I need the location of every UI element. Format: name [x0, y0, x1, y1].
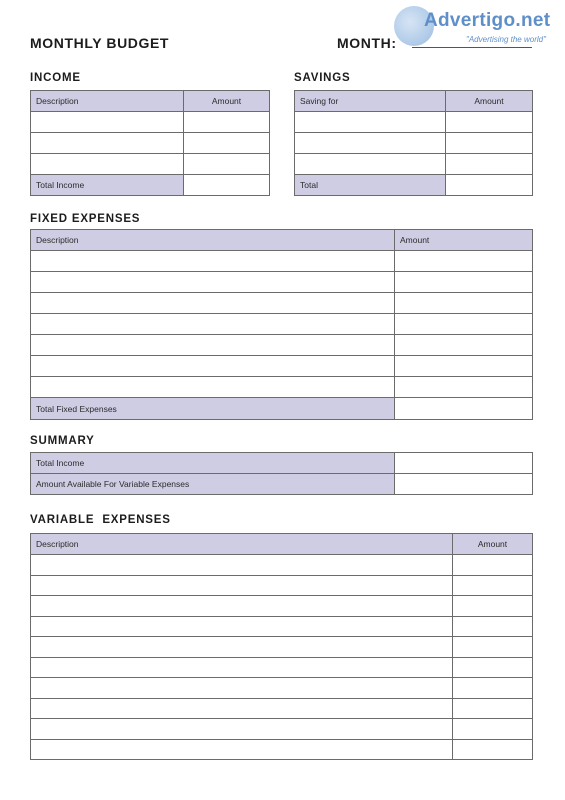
income-description-cell[interactable] [31, 112, 184, 133]
variable-col-amount: Amount [453, 534, 533, 555]
variable-amount-cell[interactable] [453, 657, 533, 678]
income-amount-cell[interactable] [184, 112, 270, 133]
fixed-amount-cell[interactable] [395, 251, 533, 272]
table-row [31, 698, 533, 719]
income-heading: INCOME [30, 72, 81, 84]
income-amount-cell[interactable] [184, 154, 270, 175]
table-row [295, 154, 533, 175]
table-row [31, 112, 270, 133]
savings-col-description: Saving for [295, 91, 446, 112]
savings-total-label: Total [295, 175, 446, 196]
income-table [30, 90, 270, 196]
variable-description-cell[interactable] [31, 616, 453, 637]
variable-description-cell[interactable] [31, 637, 453, 658]
table-row [31, 616, 533, 637]
fixed-col-amount: Amount [395, 230, 533, 251]
variable-description-cell[interactable] [31, 596, 453, 617]
variable-col-description: Description [31, 534, 453, 555]
table-row [31, 335, 533, 356]
table-row [31, 657, 533, 678]
income-col-description: Description [31, 91, 184, 112]
variable-expenses-heading: VARIABLE EXPENSES [30, 514, 171, 526]
summary-heading: SUMMARY [30, 435, 95, 447]
savings-total-row [295, 175, 533, 196]
fixed-amount-cell[interactable] [395, 377, 533, 398]
savings-table [294, 90, 533, 196]
table-row [31, 637, 533, 658]
income-total-amount[interactable] [184, 175, 270, 196]
table-row [295, 112, 533, 133]
variable-description-cell[interactable] [31, 657, 453, 678]
variable-description-cell[interactable] [31, 739, 453, 760]
table-row [31, 293, 533, 314]
variable-amount-cell[interactable] [453, 678, 533, 699]
table-row [31, 555, 533, 576]
savings-total-amount[interactable] [446, 175, 533, 196]
fixed-total-row [31, 398, 533, 420]
income-total-row [31, 175, 270, 196]
variable-amount-cell[interactable] [453, 555, 533, 576]
variable-amount-cell[interactable] [453, 698, 533, 719]
summary-total-income-label: Total Income [31, 453, 395, 474]
table-row [31, 719, 533, 740]
summary-available-amount[interactable] [395, 474, 533, 495]
fixed-description-cell[interactable] [31, 377, 395, 398]
income-total-label: Total Income [31, 175, 184, 196]
savings-header-row [295, 91, 533, 112]
income-description-cell[interactable] [31, 133, 184, 154]
table-row [31, 377, 533, 398]
fixed-description-cell[interactable] [31, 251, 395, 272]
fixed-description-cell[interactable] [31, 293, 395, 314]
month-label: MONTH: [337, 35, 397, 51]
table-row [31, 251, 533, 272]
table-row [31, 314, 533, 335]
fixed-description-cell[interactable] [31, 314, 395, 335]
savings-description-cell[interactable] [295, 133, 446, 154]
fixed-description-cell[interactable] [31, 335, 395, 356]
fixed-amount-cell[interactable] [395, 272, 533, 293]
page-title: MONTHLY BUDGET [30, 35, 170, 51]
fixed-total-label: Total Fixed Expenses [31, 398, 395, 420]
savings-description-cell[interactable] [295, 154, 446, 175]
variable-amount-cell[interactable] [453, 739, 533, 760]
fixed-col-description: Description [31, 230, 395, 251]
variable-description-cell[interactable] [31, 719, 453, 740]
fixed-description-cell[interactable] [31, 272, 395, 293]
table-row [295, 133, 533, 154]
savings-col-amount: Amount [446, 91, 533, 112]
summary-available-label: Amount Available For Variable Expenses [31, 474, 395, 495]
savings-amount-cell[interactable] [446, 112, 533, 133]
income-col-amount: Amount [184, 91, 270, 112]
fixed-amount-cell[interactable] [395, 356, 533, 377]
fixed-amount-cell[interactable] [395, 314, 533, 335]
variable-amount-cell[interactable] [453, 596, 533, 617]
fixed-description-cell[interactable] [31, 356, 395, 377]
savings-heading: SAVINGS [294, 72, 351, 84]
income-amount-cell[interactable] [184, 133, 270, 154]
table-row [31, 272, 533, 293]
variable-amount-cell[interactable] [453, 719, 533, 740]
fixed-header-row [31, 230, 533, 251]
summary-total-income-amount[interactable] [395, 453, 533, 474]
variable-amount-cell[interactable] [453, 616, 533, 637]
table-row [31, 356, 533, 377]
watermark-tagline: "Advertising the world" [466, 35, 546, 44]
watermark-brand: Advertigo.net [424, 10, 551, 31]
fixed-expenses-heading: FIXED EXPENSES [30, 213, 141, 225]
variable-expenses-table [30, 533, 533, 760]
summary-row [31, 474, 533, 495]
income-header-row [31, 91, 270, 112]
variable-description-cell[interactable] [31, 555, 453, 576]
table-row [31, 133, 270, 154]
table-row [31, 596, 533, 617]
variable-header-row [31, 534, 533, 555]
variable-amount-cell[interactable] [453, 637, 533, 658]
summary-table [30, 452, 533, 495]
table-row [31, 739, 533, 760]
income-description-cell[interactable] [31, 154, 184, 175]
variable-description-cell[interactable] [31, 575, 453, 596]
savings-description-cell[interactable] [295, 112, 446, 133]
variable-description-cell[interactable] [31, 678, 453, 699]
fixed-total-amount[interactable] [395, 398, 533, 420]
savings-amount-cell[interactable] [446, 133, 533, 154]
month-field[interactable] [412, 47, 532, 48]
table-row [31, 678, 533, 699]
table-row [31, 154, 270, 175]
fixed-amount-cell[interactable] [395, 293, 533, 314]
fixed-expenses-table [30, 229, 533, 420]
savings-amount-cell[interactable] [446, 154, 533, 175]
fixed-amount-cell[interactable] [395, 335, 533, 356]
table-row [31, 575, 533, 596]
summary-row [31, 453, 533, 474]
variable-amount-cell[interactable] [453, 575, 533, 596]
variable-description-cell[interactable] [31, 698, 453, 719]
